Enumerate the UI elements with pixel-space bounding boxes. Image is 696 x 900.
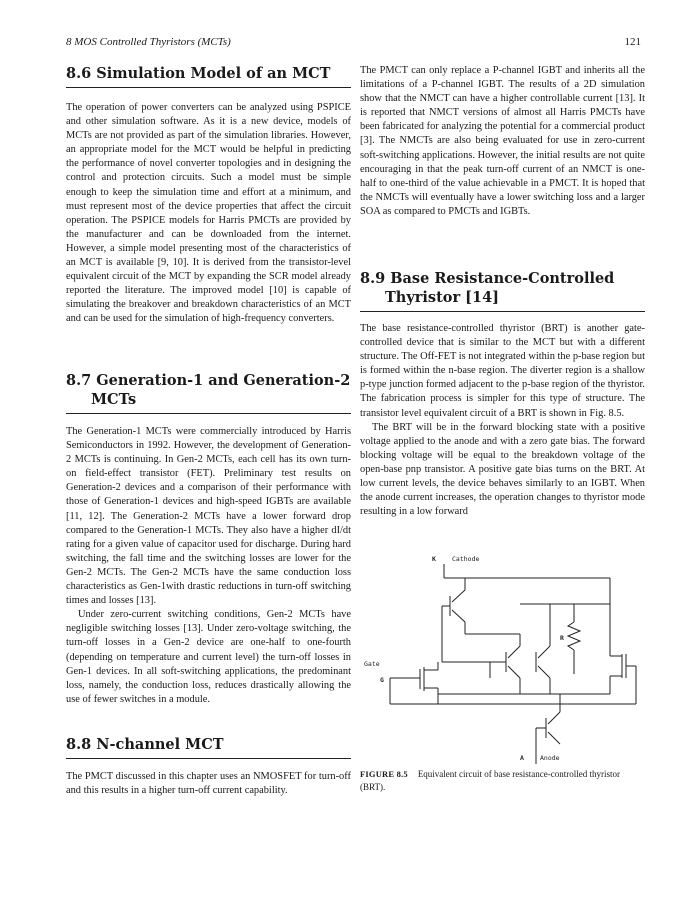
wire <box>508 666 520 678</box>
heading-line-1: 8.7 Generation-1 and Generation-2 <box>66 372 351 389</box>
section-8-9 <box>360 269 645 519</box>
wire <box>548 712 560 724</box>
section-8-7 <box>66 371 351 707</box>
paragraph: The BRT will be in the forward blocking state with a positive voltage applied to the anode and with a zero gate bias. The forward blocking voltage will be equal to the breakdown voltage of the open-base pnp transistor. A positive gate bias turns on the BRT. At low current levels, the device behaves similarly to an IGBT. When the anode current increases, the operation changes to thyristor mode resulting in a low forward <box>360 421 645 518</box>
section-8-8-continued <box>360 64 645 219</box>
heading-line-2: MCTs <box>91 391 137 408</box>
running-head <box>66 36 641 50</box>
paragraph: The PMCT can only replace a P-channel IGBT and inherits all the limitations of a P-channel IGBT. The results of a 2D simulation show that the NMCT can have a higher controllable current [13]. It is reported that NMCT versions of almost all Harris PMCTs have been fabricated for analyzing the potential for a commercial product [3]. The NMCTs are also being evaluated for use in zero-current soft-switching applications. However, the initial results are not quite encouraging in that the peak turn-off current of an NMCT is one-half to one-third of the value achievable in a PMCT. It is hoped that the NMCTs will eventually have a lower switching loss and a larger SOA as compared to PMCTs and IGBTs. <box>360 65 645 217</box>
wire <box>538 646 550 658</box>
figure-caption <box>360 768 645 793</box>
paragraph: The base resistance-controlled thyristor (BRT) is another gate-controlled device that is similar to the MCT but with a different structure. The Off-FET is not integrated within the p-base region but is formed within the n-base region. The diverter region is a shallow p-type junction formed adjacent to the p-base region of the thyristor. The fabrication process is simpler for this type of structure. The transistor level equivalent circuit of a BRT is shown in Fig. 8.5. <box>360 323 645 419</box>
label-anode: Anode <box>540 754 560 762</box>
paragraph: The Generation-1 MCTs were commercially introduced by Harris Semiconductors in 1992. However, the development of Generation-2 MCTs is continuing. In Gen-2 MCTs, each cell has its own turn-on field-effect transistor (FET). Preliminary test results on Generation-2 devices and a comparison of their performance with those of Generation-1 devices and high-speed IGBTs are available [11, 12]. The Generation-2 MCTs have a lower forward drop compared to the Generation-1 MCTs. They also have a higher dI/dt rating for a given value of capacitor used for discharge. During hard switching, the fall time and the switching losses are lower for the Gen-2 MCTs. The Gen-2 MCTs have the same conduction loss characteristics as Gen-1with drastic reductions in turn-off switching times and losses [13]. <box>66 426 351 607</box>
chapter-title: 8 MOS Controlled Thyristors (MCTs) <box>66 36 231 48</box>
section-heading: 8.8 N-channel MCT <box>66 735 351 759</box>
label-k: K <box>432 555 436 563</box>
wire <box>452 590 465 602</box>
caption-text: Equivalent circuit of base resistance-controlled thyristor (BRT). <box>360 769 620 792</box>
figure-8-5 <box>360 554 645 804</box>
page-number: 121 <box>624 36 641 48</box>
heading-line-1: 8.9 Base Resistance-Controlled <box>360 270 615 287</box>
section-heading: 8.6 Simulation Model of an MCT <box>66 64 351 88</box>
resistor-r <box>568 622 580 650</box>
label-a: A <box>520 754 524 762</box>
paragraph: Under zero-current switching conditions, Gen-2 MCTs have negligible switching losses [13]. Under zero-voltage switching, the turn-off losses in a Gen-2 device are one-half to one-fourth (depending on temperature and current level) the turn-off losses in Gen-1 devices. In all soft-switching applications, the predominant loss, namely, the conduction loss, reduces drastically allowing the use of fewer switches in a module. <box>66 609 351 705</box>
brt-circuit-diagram <box>360 554 645 764</box>
section-8-8 <box>66 735 351 798</box>
label-g: G <box>380 676 384 684</box>
paragraph: The PMCT discussed in this chapter uses an NMOSFET for turn-off and this results in a higher turn-off current capability. <box>66 771 351 797</box>
wire <box>452 610 465 622</box>
label-gate: Gate <box>364 660 380 668</box>
wire <box>508 646 520 658</box>
wire <box>548 732 560 744</box>
caption-label: FIGURE 8.5 <box>360 769 408 779</box>
section-heading <box>66 371 351 414</box>
heading-line-2: Thyristor [14] <box>385 289 500 306</box>
wire <box>538 666 550 678</box>
label-r: R <box>560 634 564 642</box>
section-heading <box>360 269 645 312</box>
paragraph: The operation of power converters can be analyzed using PSPICE and other simulation software. As it is a new device, models of MCTs are not provided as part of the simulation libraries. However, an appropriate model for the MCT would be helpful in predicting the performance of novel converter topologies and in designing the control and protection circuits. Such a model must be simple enough to keep the simulation time and effort at a minimum, and must represent most of the device properties that affect the circuit operation. The PSPICE models for Harris PMCTs are provided by the manufacturer and can be downloaded from the internet. However, a simple model presenting most of the characteristics of an MCT is available [9, 10]. It is derived from the transistor-level equivalent circuit of the MCT by expanding the SCR model already reported the literature. The improved model [10] is capable of simulating the breakover and breakdown characteristics of an MCT and can be used for the simulation of high-frequency converters. <box>66 102 351 325</box>
section-8-6 <box>66 64 351 327</box>
label-cathode: Cathode <box>452 555 480 563</box>
